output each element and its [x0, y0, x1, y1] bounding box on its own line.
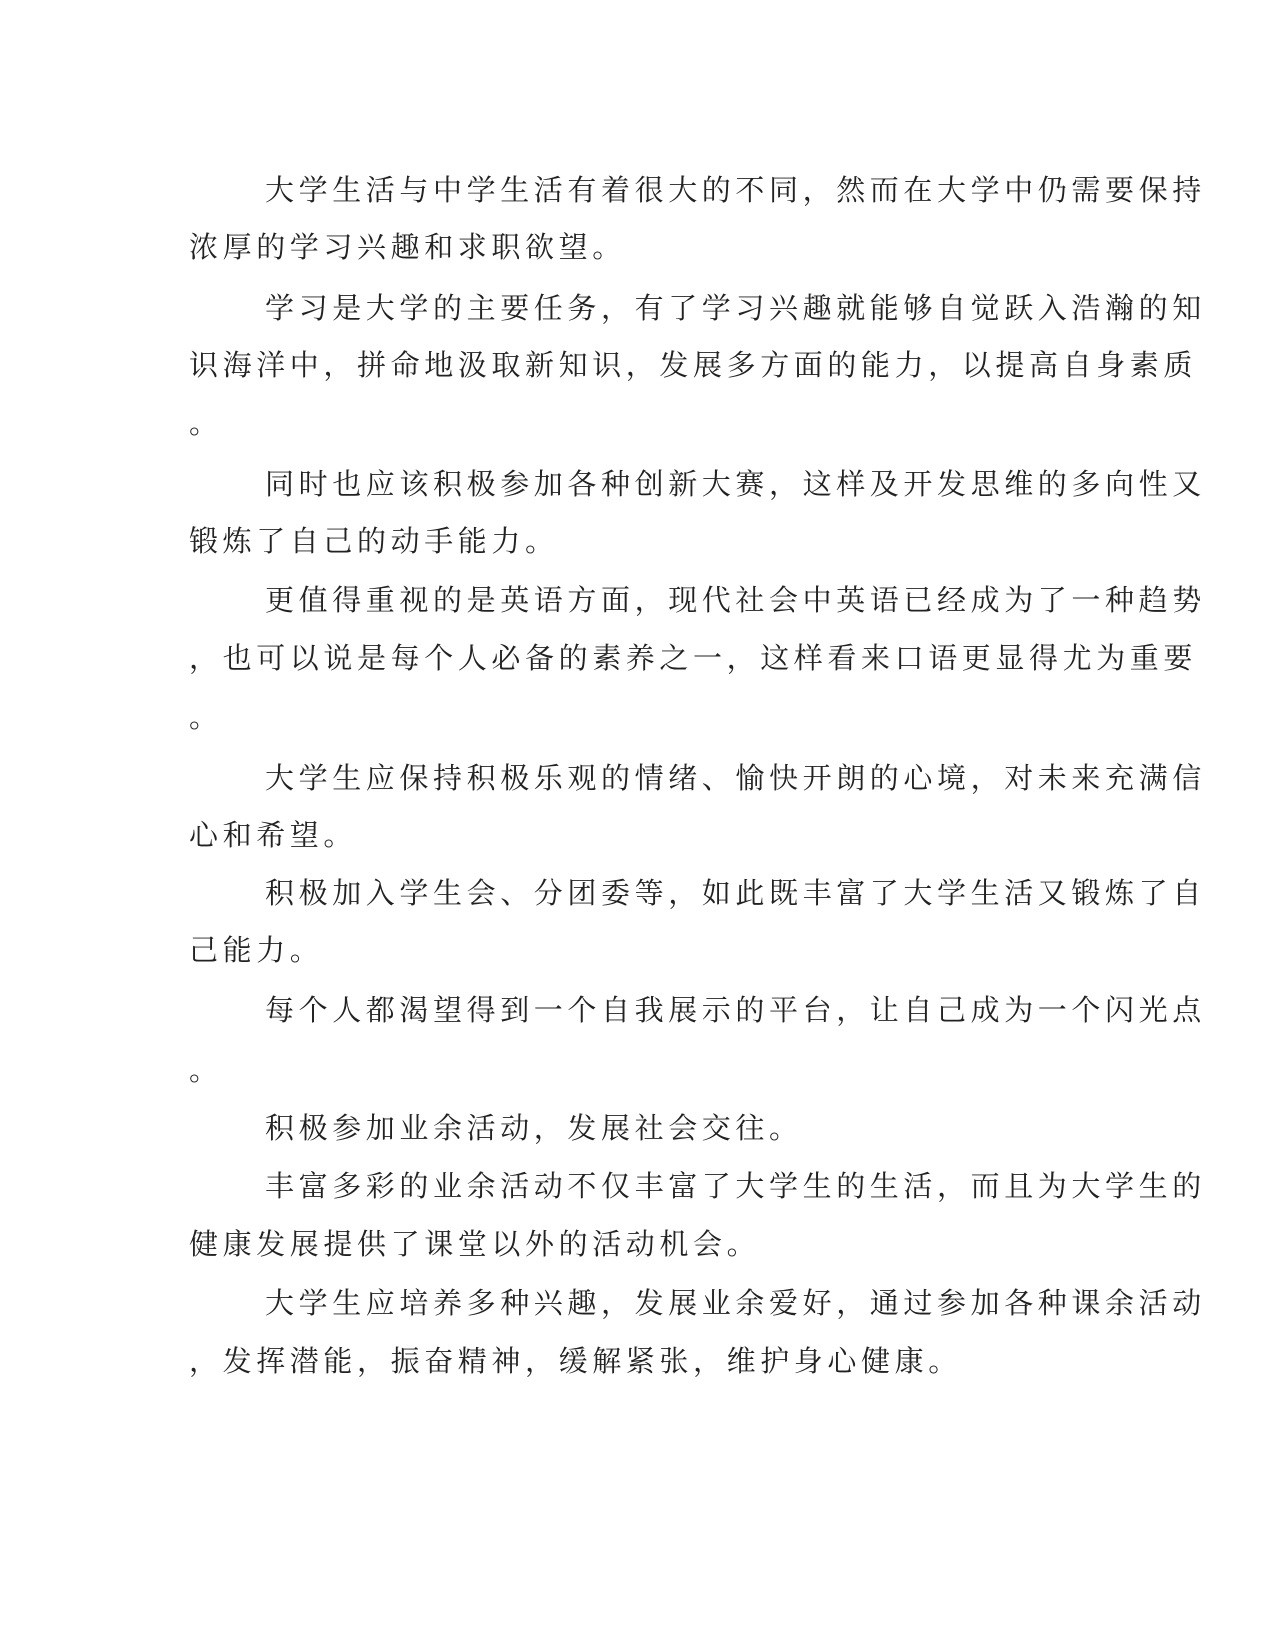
paragraph-2-line-2: 识海洋中，拼命地汲取新知识，发展多方面的能力，以提高自身素质: [189, 348, 1198, 382]
paragraph-1-line-1: 大学生活与中学生活有着很大的不同，然而在大学中仍需要保持: [265, 173, 1206, 207]
paragraph-9-line-1: 丰富多彩的业余活动不仅丰富了大学生的生活，而且为大学生的: [265, 1169, 1206, 1203]
paragraph-5-line-1: 大学生应保持积极乐观的情绪、愉快开朗的心境，对未来充满信: [265, 761, 1206, 795]
paragraph-10-line-2: ，发挥潜能，振奋精神，缓解紧张，维护身心健康。: [189, 1344, 962, 1378]
paragraph-2-line-3: 。: [189, 406, 223, 440]
paragraph-5-line-2: 心和希望。: [189, 818, 358, 852]
paragraph-10-line-1: 大学生应培养多种兴趣，发展业余爱好，通过参加各种课余活动: [265, 1286, 1206, 1320]
paragraph-4-line-2: ，也可以说是每个人必备的素养之一，这样看来口语更显得尤为重要: [189, 641, 1198, 675]
paragraph-6-line-2: 己能力。: [189, 933, 324, 967]
paragraph-3-line-1: 同时也应该积极参加各种创新大赛，这样及开发思维的多向性又: [265, 467, 1206, 501]
paragraph-7-line-1: 每个人都渴望得到一个自我展示的平台，让自己成为一个闪光点: [265, 993, 1206, 1027]
paragraph-7-line-2: 。: [189, 1053, 223, 1087]
paragraph-9-line-2: 健康发展提供了课堂以外的活动机会。: [189, 1227, 761, 1261]
paragraph-2-line-1: 学习是大学的主要任务，有了学习兴趣就能够自觉跃入浩瀚的知: [265, 291, 1206, 325]
paragraph-8-line-1: 积极参加业余活动，发展社会交往。: [265, 1111, 803, 1145]
paragraph-3-line-2: 锻炼了自己的动手能力。: [189, 524, 559, 558]
paragraph-1-line-2: 浓厚的学习兴趣和求职欲望。: [189, 230, 626, 264]
paragraph-4-line-1: 更值得重视的是英语方面，现代社会中英语已经成为了一种趋势: [265, 583, 1206, 617]
paragraph-4-line-3: 。: [189, 700, 223, 734]
paragraph-6-line-1: 积极加入学生会、分团委等，如此既丰富了大学生活又锻炼了自: [265, 876, 1206, 910]
